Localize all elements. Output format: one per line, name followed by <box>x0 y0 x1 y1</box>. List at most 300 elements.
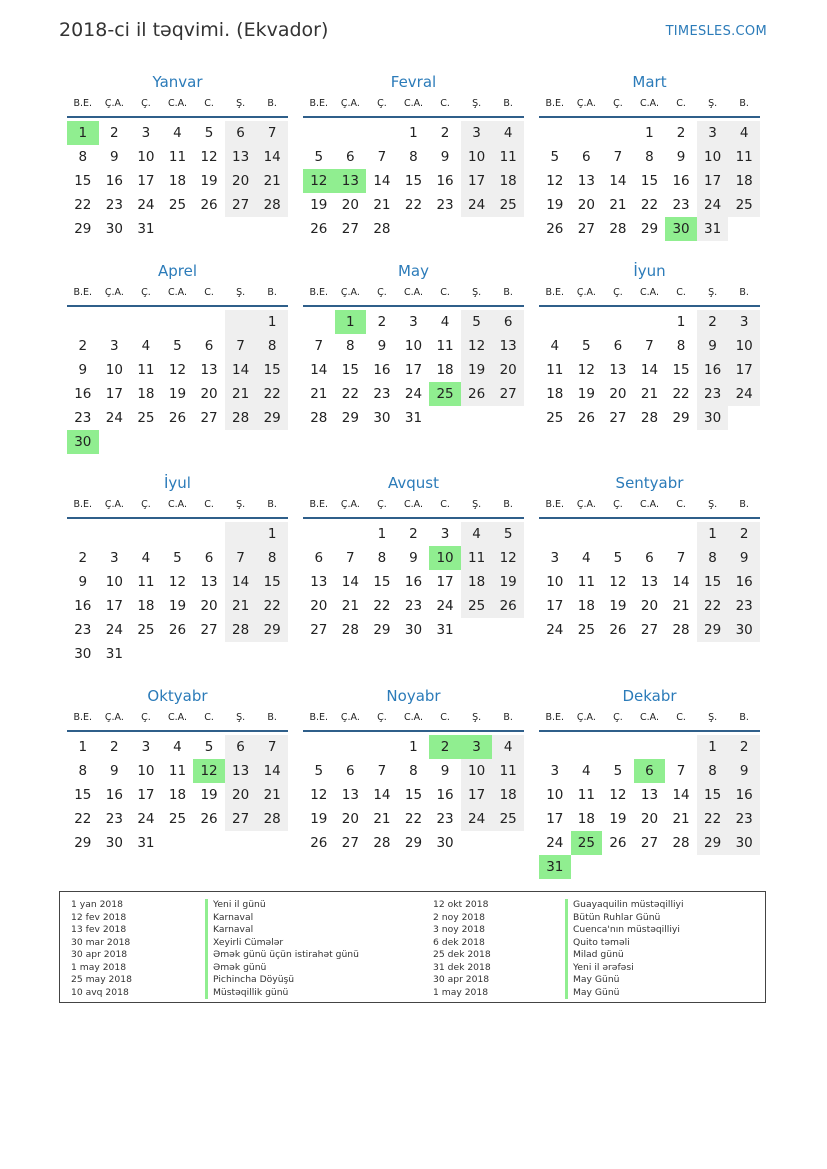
day-grid <box>67 522 288 666</box>
day-cell: 15 <box>74 173 92 189</box>
weekday-label: C. <box>440 499 450 510</box>
weekday-label: C.A. <box>639 499 659 510</box>
day-cell: 22 <box>256 594 288 618</box>
day-cell: 15 <box>404 173 423 189</box>
weekday-label: Ş. <box>708 98 718 109</box>
day-cell: 3 <box>550 763 560 779</box>
day-cell: 23 <box>697 382 729 406</box>
day-cell: 19 <box>577 386 595 402</box>
weekday-label: Ç. <box>141 98 151 109</box>
month-name: Mart <box>632 73 667 91</box>
day-cell: 22 <box>697 594 729 618</box>
day-cell: 27 <box>225 193 257 217</box>
weekday-label: Ç.A. <box>576 499 596 510</box>
day-cell: 28 <box>373 835 391 851</box>
day-cell: 18 <box>436 362 454 378</box>
day-cell: 16 <box>436 787 454 803</box>
day-grid <box>67 310 288 454</box>
day-cell: 27 <box>200 410 218 426</box>
weekday-label: Ç. <box>377 98 387 109</box>
day-cell: 16 <box>404 574 423 590</box>
empty-day-cell <box>539 310 571 334</box>
day-cell: 20 <box>609 386 627 402</box>
day-grid <box>303 522 524 642</box>
day-cell: 22 <box>697 807 729 831</box>
weekday-label: Ç. <box>377 287 387 298</box>
month-12 <box>539 686 760 879</box>
day-cell: 17 <box>137 173 155 189</box>
day-cell: 14 <box>256 145 288 169</box>
day-cell: 18 <box>728 169 760 193</box>
day-cell: 4 <box>173 125 182 141</box>
weekday-label: B.E. <box>309 712 329 723</box>
day-grid <box>67 121 288 241</box>
month-10 <box>67 686 288 855</box>
day-cell: 30 <box>665 217 697 241</box>
day-cell: 28 <box>225 406 257 430</box>
day-cell: 26 <box>310 221 328 237</box>
day-cell: 3 <box>110 338 119 354</box>
day-cell: 30 <box>404 622 423 638</box>
day-cell: 10 <box>461 145 493 169</box>
day-cell: 18 <box>137 386 155 402</box>
month-name: Aprel <box>157 262 198 280</box>
legend-date: 12 okt 2018 <box>433 899 489 910</box>
empty-day-cell <box>571 522 603 546</box>
day-cell: 21 <box>609 197 627 213</box>
weekday-label: C. <box>676 712 686 723</box>
day-cell: 5 <box>204 739 214 755</box>
weekday-label: Ç.A. <box>340 98 360 109</box>
day-cell: 8 <box>697 759 729 783</box>
weekday-label: C. <box>204 98 214 109</box>
month-9 <box>539 473 760 642</box>
weekday-label: B. <box>739 499 749 510</box>
empty-day-cell <box>539 121 571 145</box>
month-name: Noyabr <box>386 687 441 705</box>
day-cell: 10 <box>546 574 564 590</box>
weekday-label: B. <box>267 499 277 510</box>
legend-holiday-name: Yeni il günü <box>205 899 359 912</box>
day-cell: 23 <box>74 410 92 426</box>
day-cell: 16 <box>373 362 391 378</box>
day-cell: 8 <box>256 334 288 358</box>
day-cell: 3 <box>409 314 418 330</box>
day-cell: 28 <box>256 807 288 831</box>
legend-dates-right <box>433 899 491 999</box>
day-cell: 15 <box>697 570 729 594</box>
day-cell: 2 <box>676 125 686 141</box>
legend-holiday-name: Cuenca'nın müstəqilliyi <box>565 924 684 937</box>
weekday-label: Ç. <box>613 287 623 298</box>
day-cell: 16 <box>105 787 123 803</box>
weekday-label: B. <box>503 499 513 510</box>
day-cell: 29 <box>404 835 423 851</box>
day-cell: 14 <box>225 570 257 594</box>
day-cell: 1 <box>335 310 367 334</box>
day-cell: 9 <box>728 759 760 783</box>
day-cell: 17 <box>546 811 564 827</box>
day-cell: 3 <box>550 550 560 566</box>
day-cell: 9 <box>78 362 88 378</box>
day-cell: 6 <box>645 550 654 566</box>
weekday-label: B.E. <box>545 712 565 723</box>
day-cell: 23 <box>373 386 391 402</box>
day-cell: 20 <box>640 811 659 827</box>
day-cell: 23 <box>436 197 454 213</box>
weekday-header <box>303 93 524 118</box>
day-cell: 28 <box>373 221 391 237</box>
legend-date: 10 avq 2018 <box>71 986 129 998</box>
day-cell: 14 <box>609 173 627 189</box>
empty-day-cell <box>571 121 603 145</box>
day-cell: 6 <box>346 149 355 165</box>
weekday-label: Ş. <box>236 287 246 298</box>
day-cell: 26 <box>609 622 627 638</box>
weekday-label: C.A. <box>403 499 423 510</box>
day-cell: 22 <box>256 382 288 406</box>
day-cell: 9 <box>440 763 450 779</box>
empty-day-cell <box>225 310 257 334</box>
day-cell: 19 <box>492 570 524 594</box>
day-cell: 26 <box>546 221 564 237</box>
empty-day-cell <box>162 310 194 334</box>
day-cell: 17 <box>697 169 729 193</box>
day-cell: 5 <box>550 149 560 165</box>
day-cell: 12 <box>193 759 225 783</box>
legend-date: 31 dek 2018 <box>433 961 491 973</box>
day-cell: 20 <box>200 598 218 614</box>
day-cell: 21 <box>373 197 391 213</box>
month-name: Sentyabr <box>615 474 684 492</box>
day-cell: 10 <box>728 334 760 358</box>
legend-holiday-name: May Günü <box>565 974 684 987</box>
empty-day-cell <box>67 310 99 334</box>
day-cell: 13 <box>492 334 524 358</box>
day-cell: 25 <box>429 382 461 406</box>
weekday-header <box>67 93 288 118</box>
day-cell: 3 <box>141 125 151 141</box>
month-4 <box>67 261 288 454</box>
day-cell: 2 <box>728 735 760 759</box>
empty-day-cell <box>634 310 666 334</box>
day-cell: 19 <box>168 598 187 614</box>
day-cell: 23 <box>728 807 760 831</box>
day-cell: 31 <box>105 646 123 662</box>
empty-day-cell <box>571 310 603 334</box>
day-cell: 15 <box>373 574 391 590</box>
weekday-label: B. <box>739 712 749 723</box>
day-cell: 2 <box>409 526 418 542</box>
day-cell: 24 <box>697 193 729 217</box>
legend-holiday-name: Müstəqillik günü <box>205 987 359 1000</box>
legend-date: 25 dek 2018 <box>433 949 491 960</box>
weekday-label: Ç.A. <box>104 712 124 723</box>
day-cell: 25 <box>492 807 524 831</box>
day-cell: 8 <box>346 338 355 354</box>
day-cell: 26 <box>577 410 595 426</box>
empty-day-cell <box>193 310 225 334</box>
day-cell: 20 <box>492 358 524 382</box>
weekday-label: C.A. <box>639 712 659 723</box>
day-cell: 5 <box>173 338 182 354</box>
legend-holiday-name: Əmək günü üçün istirahət günü <box>205 949 359 962</box>
day-cell: 18 <box>168 173 187 189</box>
day-cell: 30 <box>373 410 391 426</box>
day-cell: 9 <box>110 149 119 165</box>
day-cell: 10 <box>697 145 729 169</box>
day-cell: 5 <box>204 125 214 141</box>
weekday-label: B. <box>503 98 513 109</box>
day-cell: 7 <box>676 763 686 779</box>
weekday-label: Ş. <box>236 499 246 510</box>
weekday-label: C.A. <box>167 712 187 723</box>
weekday-header <box>303 707 524 732</box>
weekday-label: Ç. <box>613 98 623 109</box>
weekday-label: Ş. <box>472 98 482 109</box>
day-cell: 13 <box>200 574 218 590</box>
weekday-label: C. <box>676 499 686 510</box>
weekday-header <box>67 282 288 307</box>
weekday-label: Ş. <box>708 712 718 723</box>
day-cell: 23 <box>728 594 760 618</box>
day-cell: 18 <box>492 783 524 807</box>
legend-holiday-name: Quito təməli <box>565 937 684 950</box>
day-cell: 16 <box>74 386 92 402</box>
legend-date: 25 may 2018 <box>71 974 132 985</box>
day-cell: 7 <box>377 149 387 165</box>
day-cell: 28 <box>672 835 690 851</box>
month-1 <box>67 72 288 241</box>
day-cell: 19 <box>310 811 328 827</box>
legend-date: 3 noy 2018 <box>433 924 485 935</box>
day-cell: 11 <box>137 362 155 378</box>
day-cell: 7 <box>256 121 288 145</box>
legend-holiday-name: Karnaval <box>205 924 359 937</box>
day-cell: 7 <box>314 338 324 354</box>
day-cell: 1 <box>256 310 288 334</box>
day-cell: 11 <box>137 574 155 590</box>
day-cell: 10 <box>105 362 123 378</box>
day-cell: 14 <box>672 787 690 803</box>
day-cell: 14 <box>640 362 659 378</box>
weekday-label: C.A. <box>639 287 659 298</box>
day-cell: 16 <box>436 173 454 189</box>
day-cell: 9 <box>440 149 450 165</box>
weekday-label: C.A. <box>167 287 187 298</box>
day-cell: 26 <box>200 197 218 213</box>
weekday-label: B.E. <box>545 98 565 109</box>
day-cell: 22 <box>672 386 690 402</box>
legend-date: 30 apr 2018 <box>71 949 128 960</box>
day-cell: 22 <box>404 197 423 213</box>
month-name: May <box>397 262 429 280</box>
day-cell: 6 <box>204 550 214 566</box>
day-cell: 4 <box>550 338 560 354</box>
month-3 <box>539 72 760 241</box>
weekday-label: Ç.A. <box>104 98 124 109</box>
brand-link[interactable]: TIMESLES.COM <box>665 24 767 39</box>
weekday-label: Ç. <box>377 499 387 510</box>
weekday-label: C. <box>440 98 450 109</box>
weekday-label: B. <box>267 98 277 109</box>
day-cell: 26 <box>200 811 218 827</box>
empty-day-cell <box>335 121 367 145</box>
day-cell: 8 <box>256 546 288 570</box>
day-cell: 1 <box>645 125 654 141</box>
day-grid <box>67 735 288 855</box>
day-cell: 21 <box>256 783 288 807</box>
legend-holiday-name: Əmək günü <box>205 962 359 975</box>
month-7 <box>67 473 288 666</box>
empty-day-cell <box>303 522 335 546</box>
day-cell: 9 <box>409 550 418 566</box>
day-cell: 31 <box>539 855 571 879</box>
day-cell: 20 <box>640 598 659 614</box>
day-grid <box>303 310 524 430</box>
day-cell: 12 <box>609 787 627 803</box>
day-cell: 17 <box>105 386 123 402</box>
day-cell: 4 <box>461 522 493 546</box>
day-cell: 4 <box>492 735 524 759</box>
day-cell: 21 <box>225 382 257 406</box>
weekday-label: B. <box>267 287 277 298</box>
day-cell: 23 <box>105 197 123 213</box>
day-cell: 25 <box>137 410 155 426</box>
day-cell: 21 <box>310 386 328 402</box>
day-cell: 7 <box>346 550 355 566</box>
day-cell: 1 <box>256 522 288 546</box>
day-cell: 4 <box>440 314 450 330</box>
day-cell: 10 <box>137 149 155 165</box>
day-cell: 31 <box>404 410 423 426</box>
weekday-label: B.E. <box>73 287 93 298</box>
legend-date: 1 may 2018 <box>433 986 489 998</box>
empty-day-cell <box>539 522 571 546</box>
weekday-label: C.A. <box>403 98 423 109</box>
weekday-label: C.A. <box>403 712 423 723</box>
day-cell: 25 <box>546 410 564 426</box>
day-cell: 31 <box>697 217 729 241</box>
day-cell: 21 <box>256 169 288 193</box>
day-cell: 11 <box>492 145 524 169</box>
day-cell: 10 <box>105 574 123 590</box>
day-cell: 22 <box>404 811 423 827</box>
day-cell: 27 <box>577 221 595 237</box>
day-cell: 25 <box>168 811 187 827</box>
day-cell: 23 <box>436 811 454 827</box>
day-cell: 6 <box>346 763 355 779</box>
weekday-label: B. <box>739 98 749 109</box>
day-cell: 7 <box>225 546 257 570</box>
day-cell: 13 <box>225 759 257 783</box>
weekday-label: B.E. <box>309 98 329 109</box>
day-cell: 13 <box>577 173 595 189</box>
day-cell: 27 <box>341 221 359 237</box>
legend-date: 6 dek 2018 <box>433 936 485 948</box>
month-2 <box>303 72 524 241</box>
day-cell: 19 <box>168 386 187 402</box>
legend-date: 2 noy 2018 <box>433 911 485 923</box>
day-cell: 19 <box>609 811 627 827</box>
legend-holiday-name: May Günü <box>565 987 684 1000</box>
day-cell: 13 <box>341 787 359 803</box>
day-cell: 7 <box>256 735 288 759</box>
month-name: Dekabr <box>622 687 677 705</box>
day-cell: 27 <box>609 410 627 426</box>
weekday-header <box>539 282 760 307</box>
day-cell: 15 <box>256 358 288 382</box>
empty-day-cell <box>193 522 225 546</box>
day-grid <box>303 121 524 241</box>
day-cell: 20 <box>225 783 257 807</box>
day-cell: 20 <box>341 811 359 827</box>
day-cell: 7 <box>225 334 257 358</box>
legend-holiday-name: Milad günü <box>565 949 684 962</box>
day-cell: 5 <box>314 149 324 165</box>
day-cell: 21 <box>672 598 690 614</box>
empty-day-cell <box>303 310 335 334</box>
day-cell: 15 <box>341 362 359 378</box>
day-cell: 30 <box>728 618 760 642</box>
day-cell: 13 <box>310 574 328 590</box>
day-cell: 11 <box>577 574 595 590</box>
weekday-label: Ç. <box>613 712 623 723</box>
day-cell: 13 <box>640 787 659 803</box>
day-cell: 1 <box>377 526 387 542</box>
day-cell: 2 <box>78 550 88 566</box>
day-cell: 2 <box>78 338 88 354</box>
day-cell: 2 <box>429 735 461 759</box>
day-cell: 2 <box>110 739 119 755</box>
day-cell: 18 <box>492 169 524 193</box>
day-cell: 22 <box>74 197 92 213</box>
day-cell: 22 <box>74 811 92 827</box>
weekday-label: B. <box>503 287 513 298</box>
day-cell: 13 <box>225 145 257 169</box>
day-cell: 6 <box>634 759 666 783</box>
day-cell: 30 <box>105 835 123 851</box>
day-cell: 31 <box>137 221 155 237</box>
day-cell: 24 <box>546 835 564 851</box>
day-cell: 24 <box>137 811 155 827</box>
day-cell: 16 <box>672 173 690 189</box>
weekday-label: C. <box>440 287 450 298</box>
day-cell: 12 <box>461 334 493 358</box>
weekday-label: C. <box>204 287 214 298</box>
day-cell: 26 <box>168 622 187 638</box>
weekday-label: Ç.A. <box>340 287 360 298</box>
day-cell: 30 <box>436 835 454 851</box>
day-cell: 7 <box>676 550 686 566</box>
day-cell: 3 <box>440 526 450 542</box>
day-cell: 25 <box>461 594 493 618</box>
day-cell: 29 <box>341 410 359 426</box>
month-name: Oktyabr <box>147 687 208 705</box>
day-cell: 31 <box>436 622 454 638</box>
day-cell: 19 <box>609 598 627 614</box>
day-cell: 29 <box>373 622 391 638</box>
day-cell: 30 <box>728 831 760 855</box>
day-cell: 6 <box>582 149 591 165</box>
day-cell: 8 <box>676 338 686 354</box>
day-cell: 30 <box>697 406 729 430</box>
day-cell: 14 <box>373 173 391 189</box>
day-cell: 11 <box>436 338 454 354</box>
weekday-label: Ş. <box>236 712 246 723</box>
day-cell: 16 <box>74 598 92 614</box>
day-cell: 23 <box>105 811 123 827</box>
